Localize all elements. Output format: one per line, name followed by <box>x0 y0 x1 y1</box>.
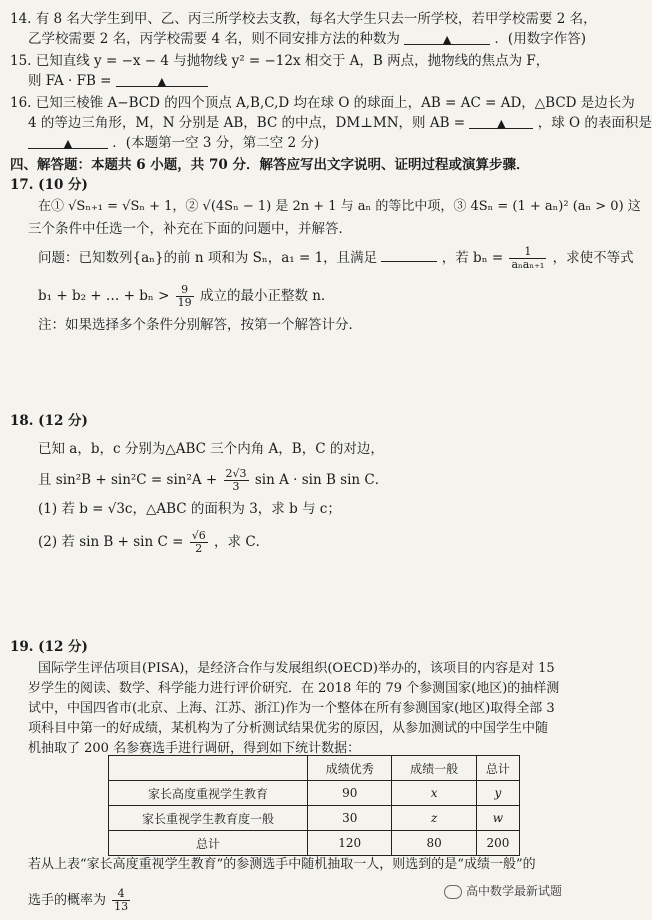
q19-para-4: 项科目中第一的好成绩，某机构为了分析测试结果优劣的原因，从参加测试的中国学生中随 <box>28 721 549 736</box>
q17-line-3-text: 问题：已知数列{aₙ}的前 n 项和为 Sₙ，a₁ = 1，且满足 <box>38 250 378 266</box>
q14-line-1: 14. 有 8 名大学生到甲、乙、丙三所学校去支教，每名大学生只去一所学校，若甲学校需要 2 名， <box>10 11 597 27</box>
q18-part-1: (1) 若 b = √3c，△ABC 的面积为 3，求 b 与 c； <box>38 501 341 517</box>
q16-line-2 <box>28 114 652 132</box>
q18-line-2-text: 且 sin²B + sin²C = sin²A + <box>38 472 218 488</box>
table-header-cell: 成绩优秀 <box>308 756 392 781</box>
q17-condition-blank <box>381 247 437 262</box>
answer-marker: ▲ <box>63 137 73 150</box>
q15-answer-blank <box>116 72 208 87</box>
q15-line-2 <box>28 72 208 90</box>
table-header-cell: 成绩一般 <box>392 756 476 781</box>
q19-fraction-probability <box>112 888 130 913</box>
q17-note: 注：如果选择多个条件分别解答，按第一个解答计分． <box>38 317 362 333</box>
q17-line-4 <box>38 284 334 309</box>
table-row <box>109 831 520 856</box>
fraction-numerator: 1 <box>509 246 546 259</box>
q19-para-2: 岁学生的阅读、数学、科学能力进行评价研究．在 2018 年的 79 个参测国家(地区)的抽样测 <box>28 681 560 696</box>
table-cell: z <box>392 806 476 831</box>
q17-fraction-threshold <box>176 284 194 309</box>
table-cell: 家长重视学生教育度一般 <box>109 806 308 831</box>
q18-line-2-tail: sin A · sin B sin C． <box>254 472 389 488</box>
q19-para-5: 机抽取了 200 名参赛选手进行调研，得到如下统计数据： <box>28 741 361 756</box>
q19-after-2 <box>28 888 132 913</box>
q15-line-1: 15. 已知直线 y = −x − 4 与抛物线 y² = −12x 相交于 A，B 两点，抛物线的焦点为 F， <box>10 53 550 69</box>
q16-answer-blank-1 <box>469 114 533 129</box>
table-header-row <box>109 756 520 781</box>
fraction-numerator: 4 <box>112 888 130 901</box>
q19-heading: 19. (12 分) <box>10 639 88 655</box>
q18-fraction-coef <box>224 468 249 493</box>
answer-marker: ▲ <box>497 117 506 130</box>
watermark-text: 高中数学最新试题 <box>466 884 563 898</box>
q14-line-2 <box>28 30 586 48</box>
q18-part-2 <box>38 530 269 555</box>
q18-part-2-text: (2) 若 sin B + sin C = <box>38 534 184 550</box>
q16-line-2-text: 4 的等边三角形，M，N 分别是 AB，BC 的中点，DM⊥MN，则 AB = <box>28 115 466 131</box>
q14-line-2-tail: ．(用数字作答) <box>494 31 586 47</box>
table-cell: x <box>392 781 476 806</box>
q19-para-3: 试中，中国四省市(北京、上海、江苏、浙江)作为一个整体在所有参测国家(地区)取得全部 3 <box>28 701 555 716</box>
q17-line-3-mid: ，若 bₙ = <box>441 250 504 266</box>
answer-marker: ▲ <box>442 33 452 46</box>
q18-heading: 18. (12 分) <box>10 413 88 429</box>
table-cell: 总计 <box>109 831 308 856</box>
fraction-denominator: 13 <box>114 900 129 913</box>
answer-marker: ▲ <box>157 75 167 88</box>
q15-line-2-text: 则 FA · FB = <box>28 73 112 89</box>
fraction-denominator: 2 <box>195 542 203 555</box>
table-cell: 家长高度重视学生教育 <box>109 781 308 806</box>
q16-line-1: 16. 已知三棱锥 A−BCD 的四个顶点 A,B,C,D 均在球 O 的球面上，AB = AC = AD，△BCD 是边长为 <box>10 95 635 111</box>
statistics-table <box>108 755 520 856</box>
q17-fraction-bn <box>509 246 546 271</box>
fraction-denominator: 3 <box>232 480 240 493</box>
q17-line-3 <box>38 246 634 271</box>
table-cell: 120 <box>308 831 392 856</box>
watermark <box>444 882 562 899</box>
table-cell: w <box>476 806 519 831</box>
section-heading: 四、解答题：本题共 6 小题，共 70 分．解答应写出文字说明、证明过程或演算步骤． <box>10 157 530 173</box>
q16-line-3-text: ．(本题第一空 3 分，第二空 2 分) <box>112 135 320 151</box>
fraction-numerator: 2√3 <box>225 467 247 480</box>
q19-para-1: 国际学生评估项目(PISA)，是经济合作与发展组织(OECD)举办的，该项目的内容是对 15 <box>38 661 555 676</box>
table-cell: y <box>476 781 519 806</box>
q17-line-4-text: b₁ + b₂ + … + bₙ > <box>38 288 170 304</box>
fraction-denominator: 19 <box>177 296 192 309</box>
q17-line-2: 三个条件中任选一个，补充在下面的问题中，并解答． <box>28 221 352 237</box>
q17-line-4-tail: 成立的最小正整数 n． <box>199 288 335 304</box>
q18-part-2-tail: ，求 C． <box>214 534 270 550</box>
table-row <box>109 781 520 806</box>
q14-line-2-text: 乙学校需要 2 名，丙学校需要 4 名，则不同安排方法的种数为 <box>28 31 400 47</box>
q17-line-3-tail: ，求使不等式 <box>552 250 634 266</box>
table-cell: 90 <box>308 781 392 806</box>
q17-heading: 17. (10 分) <box>10 177 88 193</box>
q16-line-3 <box>28 134 319 152</box>
fraction-numerator: √6 <box>191 529 206 542</box>
wechat-icon <box>444 885 462 899</box>
table-row <box>109 806 520 831</box>
q18-fraction-sum <box>190 530 208 555</box>
q17-line-1: 在① √Sₙ₊₁ = √Sₙ + 1，② √(4Sₙ − 1) 是 2n + 1 与 aₙ 的等比中项，③ 4Sₙ = (1 + aₙ)² (aₙ > 0) 这 <box>38 199 641 214</box>
q19-after-2-text: 选手的概率为 <box>28 893 107 908</box>
table-cell: 30 <box>308 806 392 831</box>
table-header-cell <box>109 756 308 781</box>
fraction-denominator: aₙaₙ₊₁ <box>511 258 545 271</box>
q18-line-1: 已知 a，b，c 分别为△ABC 三个内角 A，B，C 的对边， <box>38 441 384 457</box>
table-header-cell: 总计 <box>476 756 519 781</box>
q16-answer-blank-2 <box>28 134 108 149</box>
q18-line-2 <box>38 468 388 493</box>
fraction-numerator: 9 <box>176 284 194 297</box>
table-cell: 80 <box>392 831 476 856</box>
q14-answer-blank <box>404 30 490 45</box>
q19-after-1: 若从上表“家长高度重视学生教育”的参测选手中随机抽取一人，则选到的是“成绩一般”的 <box>28 857 536 872</box>
table-cell: 200 <box>476 831 519 856</box>
q16-line-2-mid: ，球 O 的表面积是 <box>537 115 652 131</box>
